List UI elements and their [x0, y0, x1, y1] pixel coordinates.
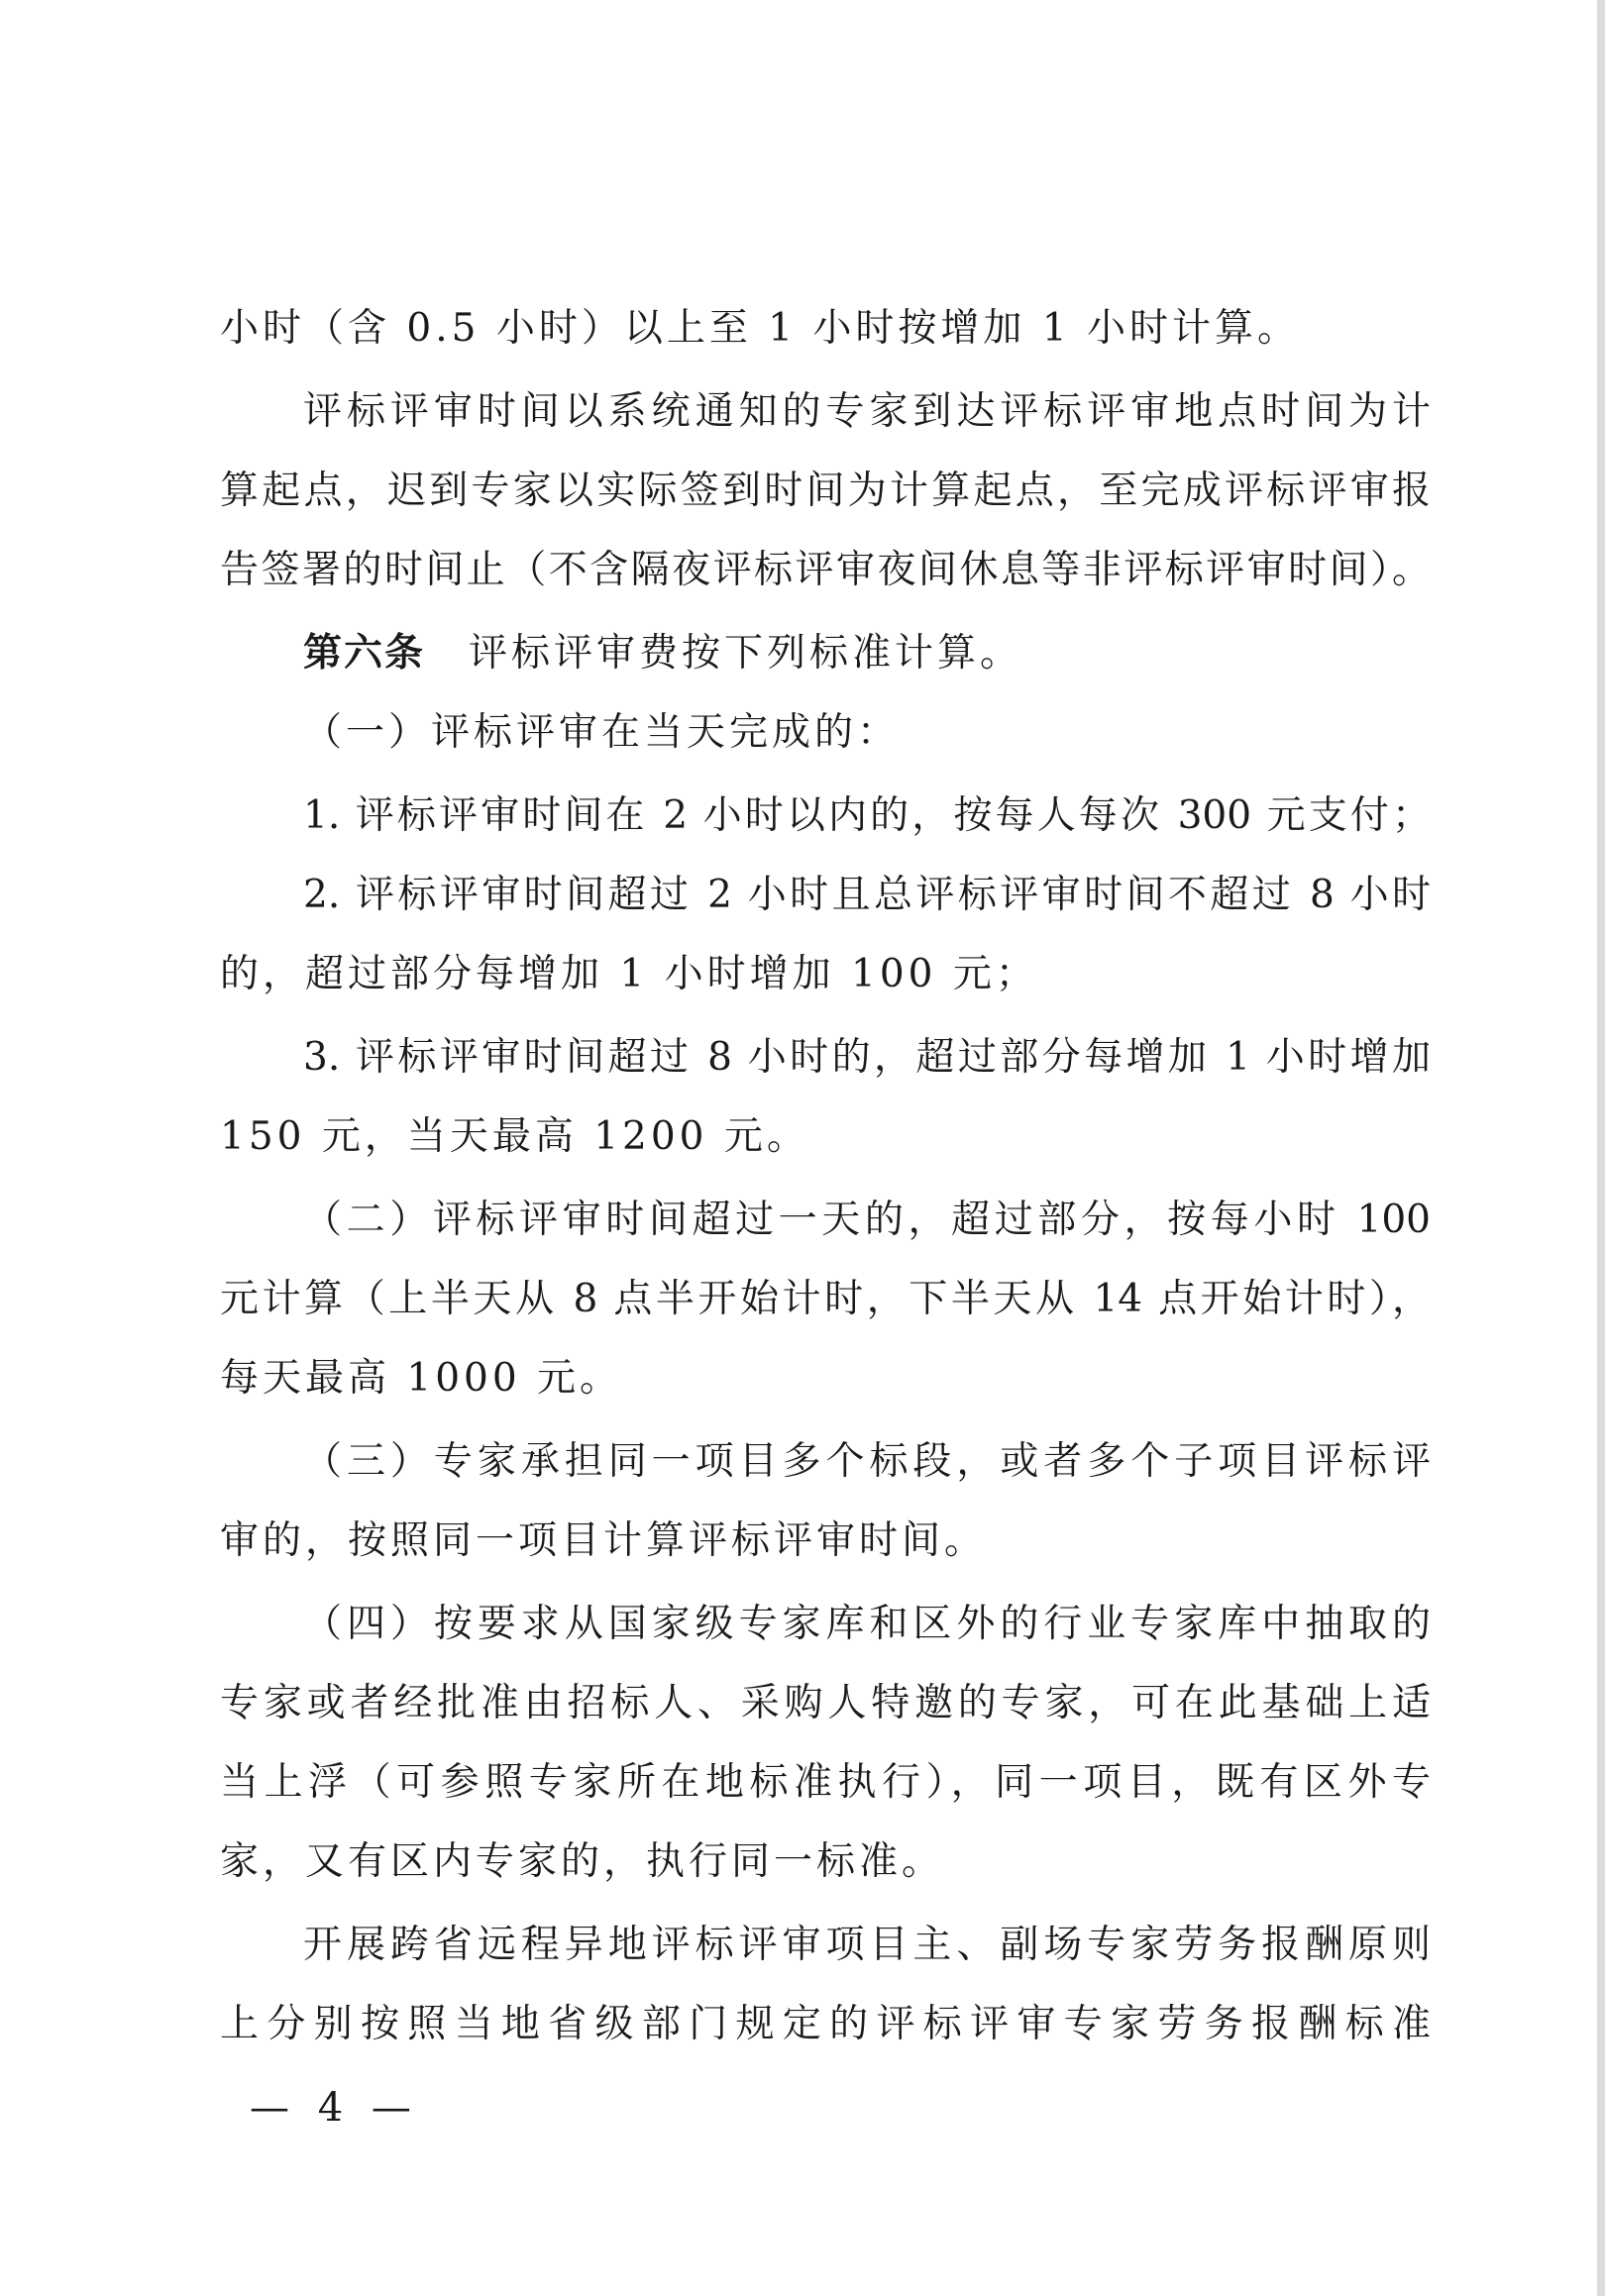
text-line-2: 评标评审时间以系统通知的专家到达评标评审地点时间为计: [303, 389, 1431, 434]
scan-edge: [1597, 0, 1605, 2296]
text-line-21: 开展跨省远程异地评标评审项目主、副场专家劳务报酬原则: [303, 1923, 1431, 1967]
text-line-16: 审的，按照同一项目计算评标评审时间。: [220, 1518, 988, 1563]
text-line-19: 当上浮（可参照专家所在地标准执行），同一项目，既有区外专: [220, 1760, 1431, 1805]
text-line-11: 150 元，当天最高 1200 元。: [220, 1114, 809, 1159]
text-line-17: （四）按要求从国家级专家库和区外的行业专家库中抽取的: [303, 1602, 1431, 1646]
text-line-10: 3. 评标评审时间超过 8 小时的，超过部分每增加 1 小时增加: [303, 1035, 1431, 1080]
text-line-9: 的，超过部分每增加 1 小时增加 100 元；: [220, 952, 1038, 996]
text-line-13: 元计算（上半天从 8 点半开始计时，下半天从 14 点开始计时），: [220, 1277, 1431, 1321]
text-line-6: （一）评标评审在当天完成的：: [303, 710, 901, 755]
text-line-18: 专家或者经批准由招标人、采购人特邀的专家，可在此基础上适: [220, 1681, 1431, 1725]
text-line-7: 1. 评标评审时间在 2 小时以内的，按每人每次 300 元支付；: [303, 793, 1431, 838]
text-line-4: 告签署的时间止（不含隔夜评标评审夜间休息等非评标评审时间）。: [220, 548, 1431, 592]
text-line-8: 2. 评标评审时间超过 2 小时且总评标评审时间不超过 8 小时: [303, 873, 1431, 917]
text-line-3: 算起点，迟到专家以实际签到时间为计算起点，至完成评标评审报: [220, 469, 1431, 513]
text-line-12: （二）评标评审时间超过一天的，超过部分，按每小时 100: [303, 1198, 1431, 1242]
text-line-15: （三）专家承担同一项目多个标段，或者多个子项目评标评: [303, 1439, 1431, 1484]
text-line-22: 上分别按照当地省级部门规定的评标评审专家劳务报酬标准: [220, 2002, 1431, 2046]
text-line-14: 每天最高 1000 元。: [220, 1356, 623, 1401]
article-label: 第六条: [303, 631, 426, 676]
text-line-20: 家，又有区内专家的，执行同一标准。: [220, 1839, 945, 1884]
article-6-line: [303, 626, 1431, 681]
article-6-text: 评标评审费按下列标准计算。: [469, 631, 1023, 676]
text-line-1: 小时（含 0.5 小时）以上至 1 小时按增加 1 小时计算。: [220, 306, 1301, 351]
page-number: — 4 —: [250, 2085, 419, 2131]
